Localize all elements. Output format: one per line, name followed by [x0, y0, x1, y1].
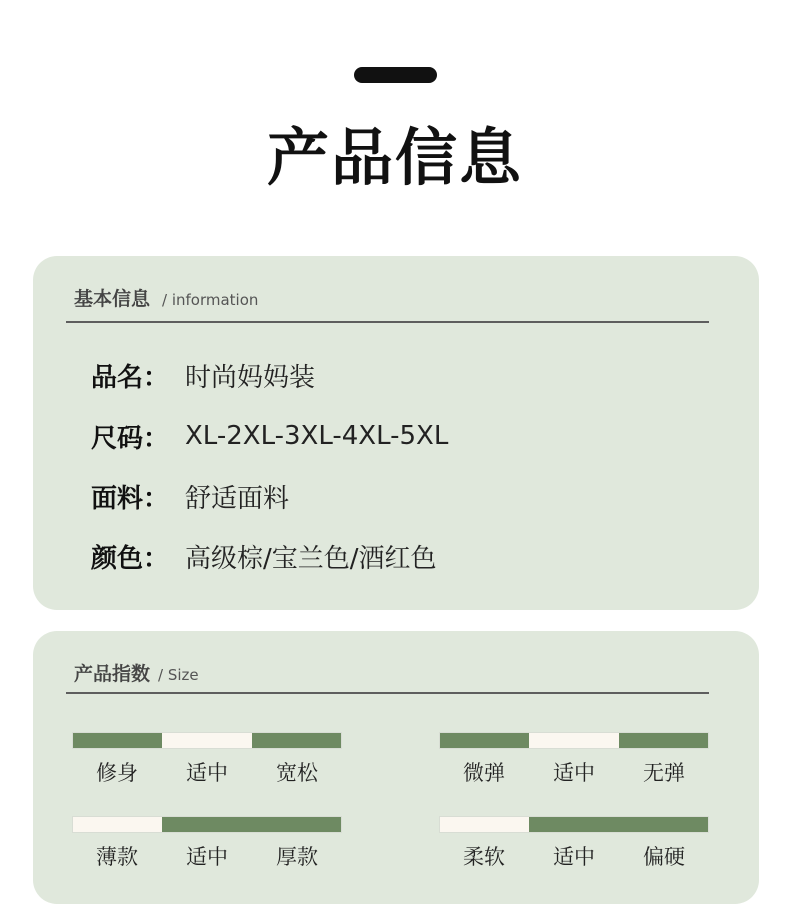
product-index-title: 产品指数 [74, 663, 151, 685]
scale-segment [619, 733, 708, 748]
product-index-card [33, 631, 759, 904]
scale-label: 适中 [553, 845, 595, 869]
scale-fit [72, 732, 342, 787]
basic-info-subtitle: / information [162, 291, 259, 309]
scale-bar [72, 816, 342, 833]
scale-label: 适中 [186, 761, 228, 785]
product-index-header [74, 659, 199, 686]
info-row-fabric [91, 476, 289, 516]
scale-label: 适中 [553, 761, 595, 785]
scale-segment [440, 817, 529, 832]
info-label: 颜色： [91, 543, 170, 574]
scale-segment [73, 817, 162, 832]
page-title: 产品信息 [266, 121, 523, 194]
scale-stretch [439, 732, 709, 787]
scale-label: 柔软 [463, 845, 505, 869]
title-decoration-bar [354, 67, 437, 83]
info-label: 品名： [91, 362, 170, 393]
scale-label: 微弹 [463, 761, 505, 785]
basic-info-title: 基本信息 [74, 288, 151, 310]
info-value: 舒适面料 [185, 483, 290, 514]
scale-segment [252, 817, 341, 832]
info-value: 时尚妈妈装 [185, 362, 316, 393]
scale-bar [439, 732, 709, 749]
scale-segment [529, 733, 618, 748]
scale-softness [439, 816, 709, 871]
info-row-size [91, 416, 448, 456]
scale-label: 偏硬 [643, 845, 685, 869]
scale-label: 适中 [186, 845, 228, 869]
info-value: XL-2XL-3XL-4XL-5XL [185, 421, 449, 451]
scale-bar [72, 732, 342, 749]
basic-info-divider [66, 321, 709, 323]
info-value: 高级棕/宝兰色/酒红色 [185, 543, 437, 574]
info-label: 尺码： [91, 423, 170, 454]
scale-bar [439, 816, 709, 833]
scale-label: 厚款 [276, 845, 318, 869]
product-index-divider [66, 692, 709, 694]
scale-thickness [72, 816, 342, 871]
info-label: 面料： [91, 483, 170, 514]
scale-segment [252, 733, 341, 748]
scale-segment [619, 817, 708, 832]
scale-label: 薄款 [96, 845, 138, 869]
scale-label: 无弹 [643, 761, 685, 785]
scale-segment [529, 817, 618, 832]
basic-info-card [33, 256, 759, 610]
info-row-color [91, 536, 437, 576]
scale-label: 宽松 [276, 761, 318, 785]
scale-segment [440, 733, 529, 748]
scale-segment [73, 733, 162, 748]
scale-segment [162, 733, 251, 748]
info-row-name [91, 355, 315, 395]
scale-segment [162, 817, 251, 832]
basic-info-header [74, 284, 258, 311]
product-index-subtitle: / Size [158, 666, 199, 684]
scale-label: 修身 [96, 761, 138, 785]
